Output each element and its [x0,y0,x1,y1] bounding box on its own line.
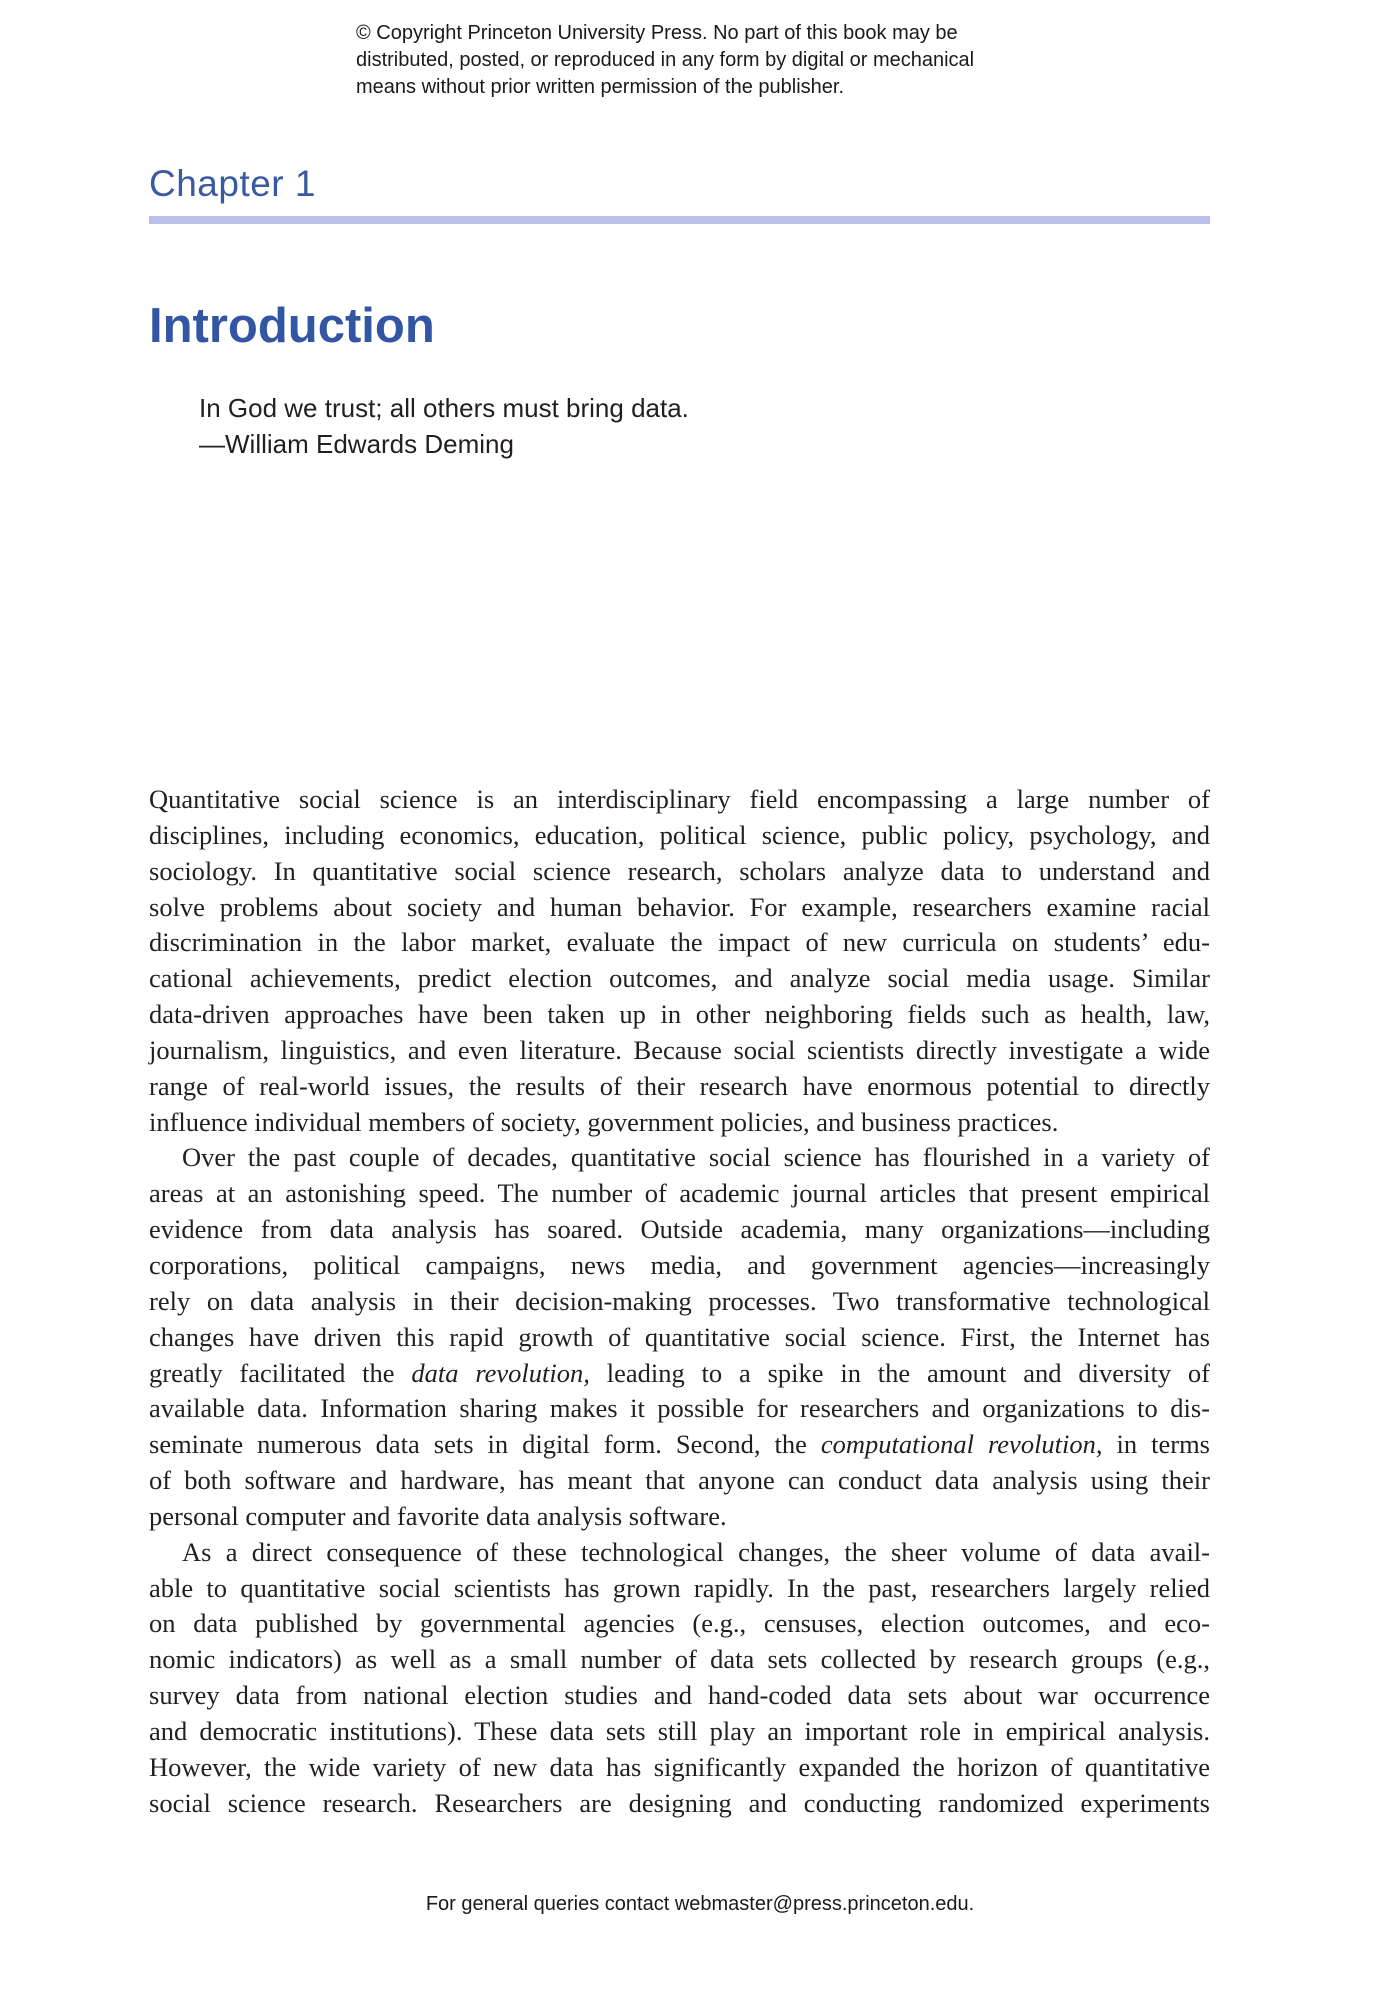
text-line: nomic indicators) as well as a small number of data sets collected by research groups (e.g., [149,1644,1210,1675]
text-line: disciplines, including economics, education, political science, public policy, psychology, and [149,819,1210,850]
text-line: rely on data analysis in their decision-making processes. Two transformative technological [149,1285,1210,1316]
chapter-divider [149,216,1210,224]
epigraph-attribution: —William Edwards Deming [199,429,514,459]
text-line: cational achievements, predict election outcomes, and analyze social media usage. Similar [149,963,1210,994]
text-line [149,1356,1210,1392]
footer-contact: For general queries contact webmaster@press.princeton.edu. [425,1893,975,1915]
text-line: able to quantitative social scientists has grown rapidly. In the past, researchers largely relied [149,1572,1210,1603]
text-line: Over the past couple of decades, quantitative social science has flourished in a variety of [182,1142,1210,1173]
text-line: of both software and hardware, has meant that anyone can conduct data analysis using their [149,1465,1210,1496]
text-segment: leading to a spike in the amount and diversity of [589,1357,1211,1388]
text-line: areas at an astonishing speed. The number of academic journal articles that present empirical [149,1178,1210,1209]
text-line: on data published by governmental agencies (e.g., censuses, election outcomes, and eco- [149,1608,1210,1639]
text-line: corporations, political campaigns, news media, and government agencies—increasingly [149,1249,1210,1280]
text-line: However, the wide variety of new data has significantly expanded the horizon of quantitative [149,1751,1210,1782]
text-line: range of real-world issues, the results of their research have enormous potential to directly [149,1070,1210,1101]
chapter-title: Introduction [149,299,435,353]
text-line: and democratic institutions). These data sets still play an important role in empirical analysis. [149,1715,1210,1746]
text-line: available data. Information sharing makes it possible for researchers and organizations to dis- [149,1393,1210,1424]
text-line: personal computer and favorite data analysis software. [149,1500,727,1531]
copyright-line: distributed, posted, or reproduced in any form by digital or mechanical [356,49,975,71]
text-line: Quantitative social science is an interdisciplinary field encompassing a large number of [149,784,1210,814]
copyright-line: means without prior written permission of the publisher. [356,76,845,98]
body-text [149,782,1210,1821]
text-line: journalism, linguistics, and even literature. Because social scientists directly investigate a wide [149,1034,1210,1065]
chapter-label: Chapter 1 [149,163,316,204]
text-line [149,1427,1210,1463]
text-line: survey data from national election studies and hand-coded data sets about war occurrence [149,1680,1210,1711]
emphasis-computational-revolution: computational revolution, [820,1429,1103,1460]
epigraph [199,390,689,462]
epigraph-quote: In God we trust; all others must bring data. [199,393,689,423]
text-line: influence individual members of society, government policies, and business practices. [149,1106,1059,1137]
text-segment: greatly facilitated the [149,1357,412,1388]
text-segment: in terms [1102,1429,1210,1460]
text-line: solve problems about society and human behavior. For example, researchers examine racial [149,891,1210,922]
text-line: evidence from data analysis has soared. Outside academia, many organizations—including [149,1214,1210,1245]
text-line: sociology. In quantitative social science research, scholars analyze data to understand and [149,855,1210,886]
copyright-line: © Copyright Princeton University Press. No part of this book may be [356,22,958,44]
text-line: data-driven approaches have been taken up in other neighboring fields such as health, law, [149,999,1210,1030]
text-line: social science research. Researchers are designing and conducting randomized experiments [149,1787,1210,1818]
emphasis-data-revolution: data revolution, [411,1357,590,1388]
text-line: discrimination in the labor market, evaluate the impact of new curricula on students’ edu- [149,927,1210,958]
copyright-notice [356,20,1076,101]
text-line: changes have driven this rapid growth of quantitative social science. First, the Internet has [149,1321,1210,1352]
text-line: As a direct consequence of these technological changes, the sheer volume of data avail- [182,1536,1210,1567]
text-segment: seminate numerous data sets in digital form. Second, the [149,1429,821,1460]
